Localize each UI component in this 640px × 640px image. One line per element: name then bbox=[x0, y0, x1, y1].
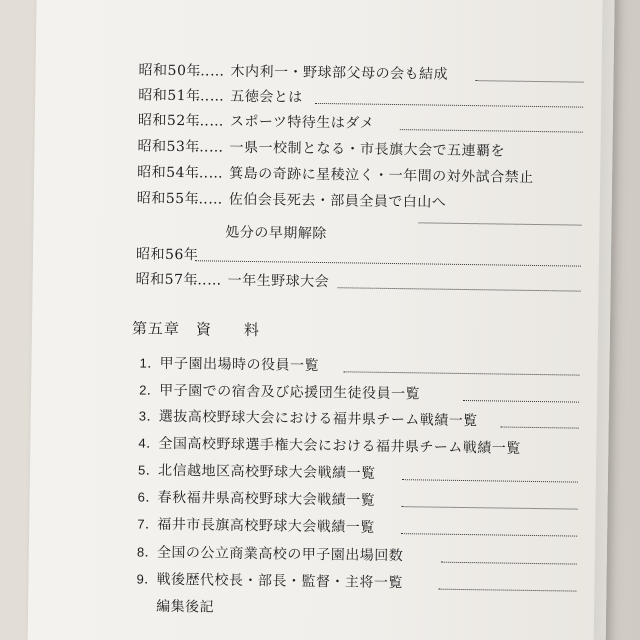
chapter-heading: 第五章 資 料 bbox=[131, 319, 261, 340]
entry-title: 一県一校制となる・市長旗大会で五連覇を bbox=[229, 139, 506, 160]
dot-leader bbox=[400, 129, 583, 133]
dot-leader bbox=[343, 371, 579, 375]
item-number: 9． bbox=[136, 571, 158, 587]
entry-year: 昭和53年 bbox=[137, 138, 200, 156]
item-number: 3． bbox=[138, 408, 161, 424]
entry-dots: …… bbox=[195, 88, 225, 105]
dot-leader bbox=[463, 400, 579, 403]
entry-year: 昭和55年 bbox=[136, 190, 200, 208]
dot-leader bbox=[195, 260, 581, 266]
item-title: 甲子園での宿舎及び応援団生徒役員一覧 bbox=[159, 382, 421, 403]
dot-leader bbox=[401, 533, 577, 536]
dot-leader bbox=[418, 222, 581, 225]
entry-year: 昭和51年 bbox=[138, 87, 201, 105]
entry-year: 昭和54年 bbox=[137, 164, 200, 182]
dot-leader bbox=[438, 589, 576, 592]
dot-leader bbox=[315, 103, 583, 108]
dot-leader bbox=[475, 80, 583, 83]
item-title: 北信越地区高校野球大会戦績一覧 bbox=[157, 462, 376, 482]
item-title: 編集後記 bbox=[156, 598, 215, 616]
item-title: 甲子園出場時の役員一覧 bbox=[159, 355, 320, 374]
dot-leader bbox=[402, 479, 578, 482]
item-number: 1． bbox=[139, 355, 161, 371]
item-title: 全国の公立商業高校の甲子園出場回数 bbox=[156, 544, 404, 565]
book-page bbox=[27, 0, 614, 640]
item-title: 選抜高校野球大会における福井県チーム戦績一覧 bbox=[158, 408, 478, 430]
entry-dots: …… bbox=[194, 139, 224, 156]
item-title: 春秋福井県高校野球大会戦績一覧 bbox=[157, 489, 376, 509]
dot-leader bbox=[501, 427, 579, 429]
entry-year: 昭和56年 bbox=[135, 246, 199, 264]
item-number: 2． bbox=[139, 382, 161, 398]
item-number: 7． bbox=[137, 516, 159, 532]
entry-title: スポーツ特待生はダメ bbox=[229, 113, 375, 132]
item-title: 福井市長旗高校野球大会戦績一覧 bbox=[157, 516, 375, 536]
item-number: 5． bbox=[137, 462, 160, 478]
item-number: 6． bbox=[137, 489, 159, 505]
entry-dots: …… bbox=[192, 272, 222, 289]
entry-year: 昭和57年 bbox=[135, 271, 199, 289]
item-number: 4． bbox=[138, 435, 160, 451]
item-number: 8． bbox=[136, 544, 159, 560]
entry-dots: …… bbox=[195, 63, 225, 80]
entry-title: 箕島の奇跡に星稜泣く・一年間の対外試合禁止 bbox=[229, 165, 534, 186]
item-title: 全国高校野球選手権大会における福井県チーム戦績一覧 bbox=[158, 435, 521, 457]
dot-leader bbox=[338, 287, 581, 291]
dot-leader bbox=[441, 562, 577, 565]
entry-dots: …… bbox=[194, 165, 224, 182]
entry-year: 昭和50年 bbox=[138, 62, 202, 80]
entry-year: 昭和52年 bbox=[137, 112, 201, 130]
entry-dots: …… bbox=[194, 113, 225, 130]
item-title: 戦後歴代校長・部長・監督・主将一覧 bbox=[156, 571, 404, 592]
entry-title: 五徳会とは bbox=[230, 88, 303, 106]
entry-title: 木内利一・野球部父母の会も結成 bbox=[230, 63, 449, 83]
dot-leader bbox=[402, 506, 578, 509]
entry-title: 一年生野球大会 bbox=[227, 272, 330, 291]
entry-title: 処分の早期解除 bbox=[225, 224, 327, 243]
entry-title: 佐伯会長死去・部員全員で白山へ bbox=[228, 191, 447, 211]
entry-dots: …… bbox=[193, 191, 223, 208]
